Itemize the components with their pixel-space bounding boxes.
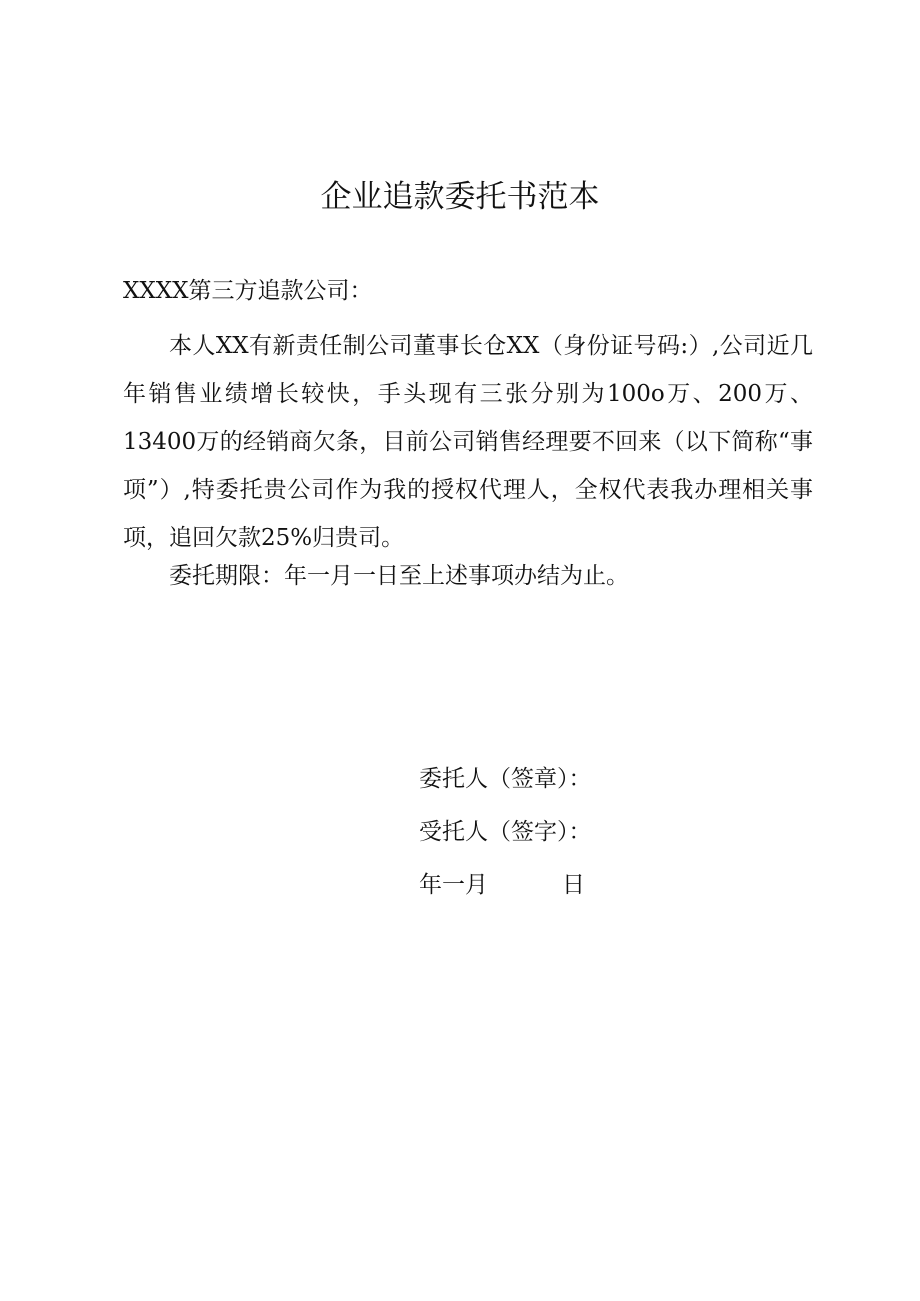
body-paragraph: 本人XX有新责任制公司董事长仓XX（身份证号码:）,公司近几年销售业绩增长较快，手头现有三张分别为100o万、200万、13400万的经销商欠条，目前公司销售经理要不回来（以下简称“事项”）,特委托贵公司作为我的授权代理人，全权代表我办理相关事项，追回欠款25%归贵司。 bbox=[123, 333, 813, 551]
document-title: 企业追款委托书范本 bbox=[320, 179, 600, 215]
date-prefix: 年一月 bbox=[419, 872, 488, 898]
addressee: XXXX第三方追款公司： bbox=[123, 278, 373, 304]
delegation-term: 委托期限：年一月一日至上述事项办结为止。 bbox=[169, 563, 629, 589]
principal-signature-line: 委托人（签章）： bbox=[419, 766, 592, 792]
signature-block bbox=[419, 763, 679, 922]
date-day: 日 bbox=[562, 872, 585, 898]
signature-date-line bbox=[419, 869, 679, 922]
agent-signature-line: 受托人（签字）： bbox=[419, 819, 592, 845]
